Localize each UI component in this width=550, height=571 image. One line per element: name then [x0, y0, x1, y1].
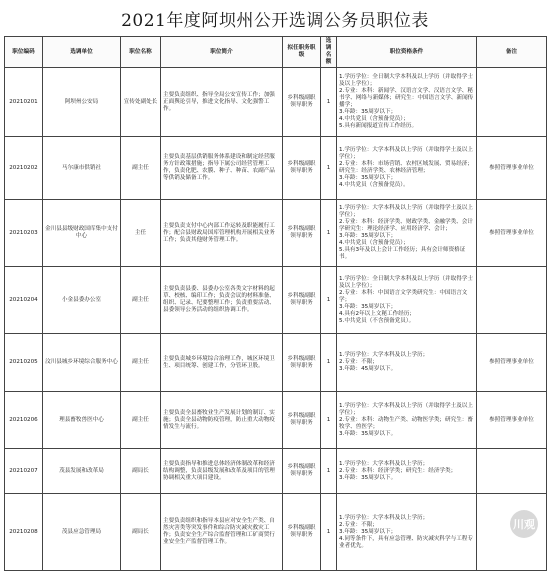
note-cell: 参照管理事业单位	[477, 392, 547, 449]
position-name-cell: 副主任	[121, 267, 161, 334]
qualification-line: 5.具有3年及以上会计工作经历；具有会计师资格证书。	[339, 247, 466, 260]
qualification-line: 2.专业：本科：经济学类；研究生：经济学类；	[339, 467, 457, 474]
table-row	[5, 494, 547, 571]
unit-cell: 金川县县级财政国库集中支付中心	[43, 200, 121, 267]
position-intro-cell: 主要负责城乡环境综合治理工作，城区环境卫生、项目统筹、创建工作，分管环卫股。	[161, 334, 283, 392]
position-intro-cell: 主要负责指导和推进总体经济体制改革和经济结构调整，负责县级发展和改革及项目的管理协调相关重大项目建设。	[161, 449, 283, 494]
position-code-cell: 20210206	[5, 392, 43, 449]
col-header-quals: 职位资格条件	[337, 37, 477, 68]
position-name-cell: 副局长	[121, 449, 161, 494]
note-cell: 参照管理事业单位	[477, 200, 547, 267]
col-header-intro: 职位简介	[161, 37, 283, 68]
qualification-line: 1.学历学位：大学本科及以上学历；	[339, 514, 429, 521]
position-intro-cell: 主要负责组织和指导本县应对安全生产类、自然灾害类等突发事件和综合防灾减灾救灾工作；负责安全生产综合监督管理和工矿商贸行业安全生产监督管理工作。	[161, 494, 283, 571]
qualification-line: 2.专业：本科：新闻学、汉语言文学、汉语言文学、秘书学、网络与新媒体；研究生：中国语言文学、新闻传播学；	[339, 88, 474, 108]
position-name-cell: 副局长	[121, 494, 161, 571]
qualification-line: 2.专业：本科：动物生产类、动物医学类；研究生：畜牧学、兽医学；	[339, 416, 473, 430]
table-row	[5, 334, 547, 392]
position-code-cell: 20210202	[5, 137, 43, 200]
col-header-note: 备注	[477, 37, 547, 68]
qualification-line: 3.年龄：45周岁以下。	[339, 366, 397, 372]
table-row	[5, 392, 547, 449]
qualification-line: 1.学历学位：全日制大学本科及以上学历（并取得学士及以上学位）；	[339, 74, 473, 87]
qualification-line: 1.学历学位：大学本科及以上学历（并取得学士及以上学位）；	[339, 205, 473, 218]
page-title: 2021年度阿坝州公开选调公务员职位表	[121, 11, 429, 31]
qualification-line: 3.年龄：35周岁以下。	[339, 474, 397, 481]
qualifications-cell	[337, 267, 477, 334]
qualification-line: 5.具有新闻报道宣传工作经历。	[339, 123, 418, 129]
qualifications-cell	[337, 449, 477, 494]
qualification-line: 2.专业：不限；	[339, 521, 378, 528]
qualification-line: 1.学历学位：大学本科及以上学历；	[339, 460, 429, 467]
unit-cell: 小金县委办公室	[43, 267, 121, 334]
position-name-cell: 副主任	[121, 137, 161, 200]
position-table	[4, 36, 547, 571]
col-header-rank: 拟任职务职级	[283, 37, 321, 68]
note-cell	[477, 449, 547, 494]
watermark-logo: 川观	[510, 510, 538, 538]
col-header-code: 职位编码	[5, 37, 43, 68]
qualification-line: 3.年龄：35周岁以下；	[339, 109, 397, 115]
position-code-cell: 20210204	[5, 267, 43, 334]
table-row	[5, 68, 547, 137]
position-intro-cell: 主要负责全县畜牧业生产发展计划的制订、实施；负责全县动物防疫管理，防止重大动物疫情发生与流行。	[161, 392, 283, 449]
position-intro-cell: 主要负责基层供销服务体系建设和制定经营服务方针政策措施；指导下属公司经营管理工作，负责化肥、农膜、种子、种苗、农副产品等供销及储备工作。	[161, 137, 283, 200]
table-row	[5, 137, 547, 200]
qualification-line: 3.年龄：35周岁以下。	[339, 430, 397, 437]
qualification-line: 3.年龄：35周岁以下；	[339, 175, 397, 181]
position-code-cell: 20210201	[5, 68, 43, 137]
rank-cell: 乡科级副职领导职务	[283, 334, 321, 392]
qualification-line: 3.年龄：35周岁以下；	[339, 233, 397, 239]
unit-cell: 茂县应急管理局	[43, 494, 121, 571]
qualification-line: 1.学历学位：大学本科及以上学历（并取得学士及以上学位）；	[339, 402, 473, 416]
rank-cell: 乡科级副职领导职务	[283, 392, 321, 449]
note-cell: 参照管理事业单位	[477, 334, 547, 392]
qualifications-cell	[337, 137, 477, 200]
qualification-line: 5.中共党员（不含预备党员）。	[339, 317, 415, 324]
qualification-line: 1.学历学位：大学本科及以上学历（并取得学士及以上学位）；	[339, 147, 473, 160]
position-code-cell: 20210208	[5, 494, 43, 571]
position-name-cell: 主任	[121, 200, 161, 267]
position-name-cell: 副主任	[121, 392, 161, 449]
col-header-position: 职位名称	[121, 37, 161, 68]
unit-cell: 理县畜牧兽医中心	[43, 392, 121, 449]
note-cell	[477, 494, 547, 571]
unit-cell: 阿坝州公安局	[43, 68, 121, 137]
position-code-cell: 20210205	[5, 334, 43, 392]
quota-cell: 1	[321, 137, 337, 200]
quota-cell: 1	[321, 200, 337, 267]
table-row	[5, 267, 547, 334]
qualifications-cell	[337, 334, 477, 392]
note-cell	[477, 68, 547, 137]
position-name-cell: 宣传处副处长	[121, 68, 161, 137]
unit-cell: 汶川县城乡环境综合服务中心	[43, 334, 121, 392]
quota-cell: 1	[321, 68, 337, 137]
unit-cell: 马尔康市供销社	[43, 137, 121, 200]
rank-cell: 乡科级副职领导职务	[283, 68, 321, 137]
qualification-line: 2.专业：不限；	[339, 359, 378, 365]
position-intro-cell: 主要负责县委、县委办公室各类文字材料的起草、校核、编印工作；负责会议的材料准备、组织、记录、纪要整理工作；负责重要活动、县委领导公务活动的组织协调工作。	[161, 267, 283, 334]
qualification-line: 4.中共党员（含预备党员）。	[339, 182, 409, 188]
qualification-line: 3.年龄：35周岁以下；	[339, 528, 397, 535]
qualifications-cell	[337, 392, 477, 449]
table-row	[5, 449, 547, 494]
qualification-line: 2.专业：本科：中国语言文学类研究生：中国语言文学；	[339, 289, 468, 303]
col-header-quota: 选调名额	[321, 37, 337, 68]
qualification-line: 1.学历学位：全日制大学本科及以上学历（并取得学士及以上学位）；	[339, 275, 473, 289]
rank-cell: 乡科级副职领导职务	[283, 137, 321, 200]
qualifications-cell	[337, 494, 477, 571]
qualification-line: 4.具有2年以上文秘工作经历；	[339, 310, 416, 317]
qualification-line: 2.专业：本科：经济学类、财政学类、金融学类、会计学研究生：理论经济学、应用经济学、会计；	[339, 219, 473, 232]
quota-cell: 1	[321, 494, 337, 571]
note-cell	[477, 267, 547, 334]
note-cell: 参照管理事业单位	[477, 137, 547, 200]
position-intro-cell: 主要负责组织、指导全局公安宣传工作；加强正面舆论引导，推进文化指导、文化强警工作。	[161, 68, 283, 137]
rank-cell: 乡科级副职领导职务	[283, 267, 321, 334]
qualifications-cell	[337, 68, 477, 137]
rank-cell: 乡科级副职领导职务	[283, 200, 321, 267]
unit-cell: 茂县发展和改革局	[43, 449, 121, 494]
quota-cell: 1	[321, 267, 337, 334]
table-row	[5, 200, 547, 267]
qualification-line: 4.中共党员（含预备党员）；	[339, 116, 409, 122]
qualification-line: 1.学历学位：大学本科及以上学历；	[339, 352, 429, 358]
position-name-cell: 副主任	[121, 334, 161, 392]
position-intro-cell: 主要负责支付中心内部工作运转及职能履行工作；配合县财政局国库管理机构开展相关业务工作；负责其他财务管理工作。	[161, 200, 283, 267]
quota-cell: 1	[321, 334, 337, 392]
col-header-unit: 选调单位	[43, 37, 121, 68]
qualification-line: 4.同等条件下，具有应急管理、防灾减灾科学与工程专业者优先。	[339, 535, 473, 549]
qualifications-cell	[337, 200, 477, 267]
rank-cell: 乡科级副职领导职务	[283, 449, 321, 494]
quota-cell: 1	[321, 449, 337, 494]
qualification-line: 4.中共党员（含预备党员）；	[339, 240, 409, 246]
position-code-cell: 20210203	[5, 200, 43, 267]
position-code-cell: 20210207	[5, 449, 43, 494]
qualification-line: 3.年龄：35周岁以下；	[339, 303, 397, 310]
qualification-line: 2.专业：本科：市场营销、农村区域发展、贸易经济；研究生：经济学类、农林经济管理；	[339, 161, 473, 174]
quota-cell: 1	[321, 392, 337, 449]
table-header-row	[5, 37, 547, 68]
rank-cell: 乡科级副职领导职务	[283, 494, 321, 571]
